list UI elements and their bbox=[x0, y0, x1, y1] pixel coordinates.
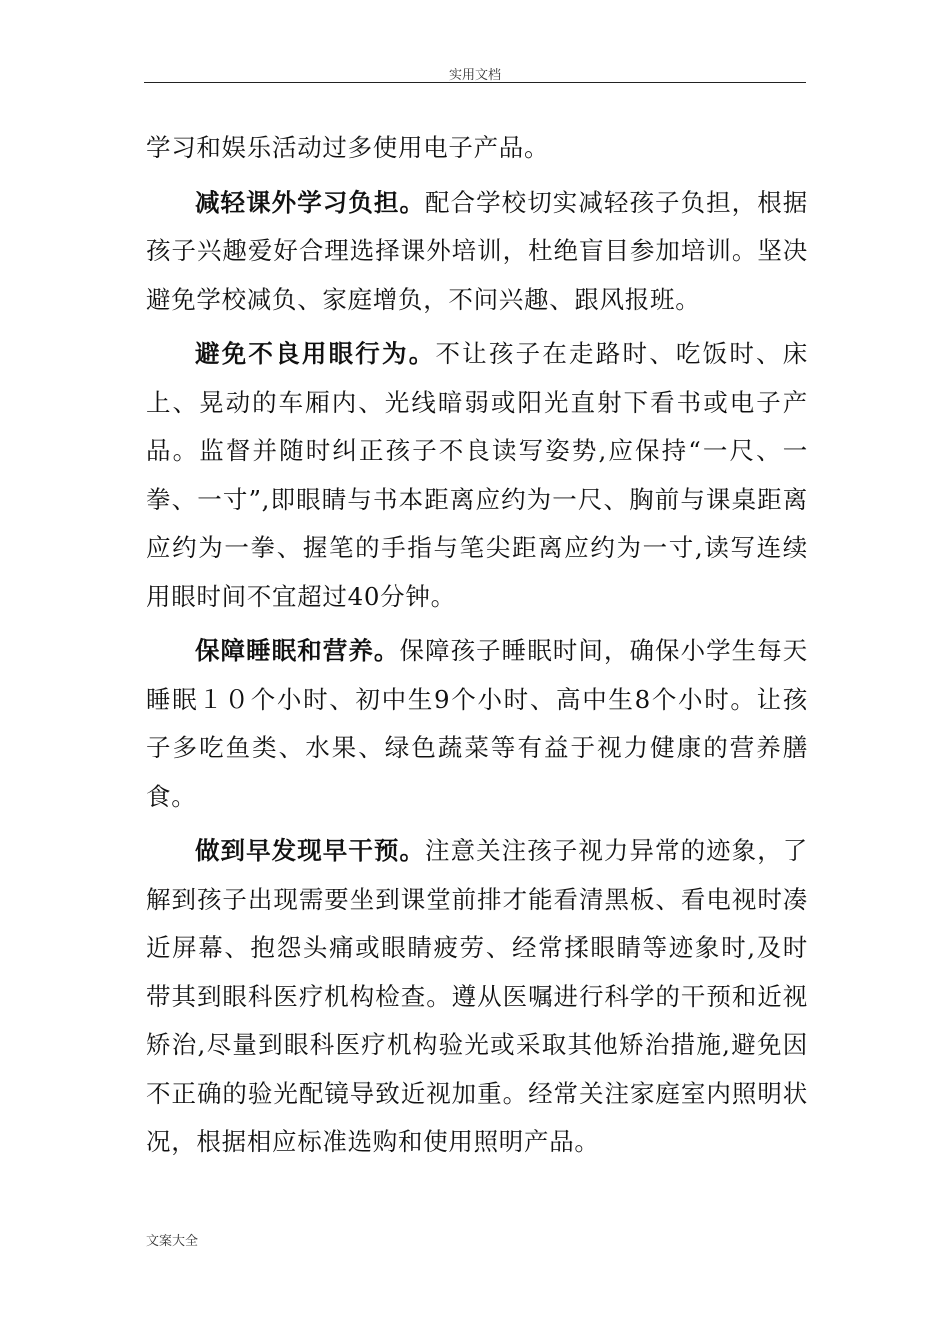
paragraph-text: 不让孩子在走路时、吃饭时、床上、晃动的车厢内、光线暗弱或阳光直射下看书或电子产品。监督并随时纠正孩子不良读写姿势,应保持“一尺、一拳、一寸”,即眼睛与书本距离应约为一尺、胸前与课桌距离应约为一拳、握笔的手指与笔尖距离应约为一寸,读写连续用眼时间不宜超过40分钟。 bbox=[146, 339, 808, 611]
paragraph-text: 保障孩子睡眠时间，确保小学生每天睡眠１０个小时、初中生9个小时、高中生8个小时。让孩子多吃鱼类、水果、绿色蔬菜等有益于视力健康的营养膳食。 bbox=[146, 636, 808, 811]
header-divider bbox=[144, 82, 806, 83]
paragraph-text: 注意关注孩子视力异常的迹象，了解到孩子出现需要坐到课堂前排才能看清黑板、看电视时凑近屏幕、抱怨头痛或眼睛疲劳、经常揉眼睛等迹象时,及时带其到眼科医疗机构检查。遵从医嘱进行科学的干预和近视矫治,尽量到眼科医疗机构验光或采取其他矫治措施,避免因不正确的验光配镜导致近视加重。经常关注家庭室内照明状况，根据相应标准选购和使用照明产品。 bbox=[146, 836, 808, 1156]
paragraph-heading: 做到早发现早干预。 bbox=[195, 836, 426, 865]
paragraph-text: 配合学校切实减轻孩子负担，根据孩子兴趣爱好合理选择课外培训，杜绝盲目参加培训。坚决避免学校减负、家庭增负，不问兴趣、跟风报班。 bbox=[146, 187, 808, 314]
paragraph-reduce-burden bbox=[146, 179, 808, 325]
paragraph-heading: 避免不良用眼行为。 bbox=[195, 339, 436, 368]
paragraph-text: 学习和娱乐活动过多使用电子产品。 bbox=[146, 133, 550, 162]
paragraph-eye-habits bbox=[146, 330, 808, 621]
paragraph-sleep-nutrition bbox=[146, 627, 808, 821]
paragraph-heading: 减轻课外学习负担。 bbox=[195, 187, 426, 217]
document-body bbox=[146, 124, 808, 1173]
page-header: 实用文档 bbox=[448, 68, 501, 83]
paragraph-continuation bbox=[146, 124, 808, 173]
paragraph-early-detection bbox=[146, 827, 808, 1167]
page-footer: 文案大全 bbox=[146, 1234, 199, 1249]
paragraph-heading: 保障睡眠和营养。 bbox=[195, 636, 400, 665]
